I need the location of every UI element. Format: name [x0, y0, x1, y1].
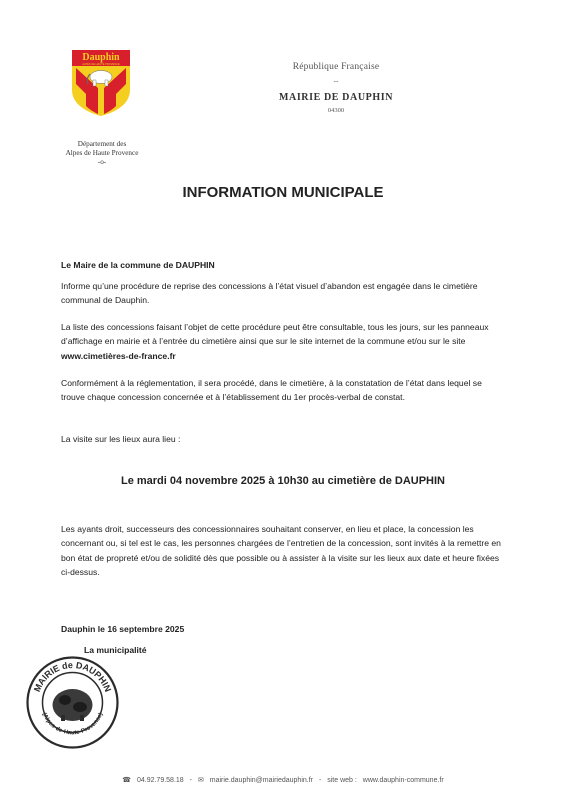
- crest-subtitle: ALPES DE HAUTE PROVENCE: [82, 63, 120, 66]
- footer: [0, 776, 566, 784]
- cimetieres-link[interactable]: www.cimetières-de-france.fr: [61, 350, 176, 361]
- addressee: Le Maire de la commune de DAUPHIN: [61, 260, 215, 270]
- postcode: 04300: [327, 107, 345, 114]
- date-line: Dauphin le 16 septembre 2025: [61, 624, 185, 634]
- stamp-bottom-text: (Alpes-de-Haute-Provence): [40, 711, 105, 737]
- crest-title: Dauphin: [82, 52, 120, 63]
- department-line-3: -o-: [97, 158, 107, 166]
- event-announcement: Le mardi 04 novembre 2025 à 10h30 au cimetière de DAUPHIN: [120, 475, 446, 487]
- paragraph-1: Informe qu’une procédure de reprise des concessions à l’état visuel d’abandon est engagée dans le cimetière communal de Dauphin.: [61, 281, 478, 306]
- footer-site[interactable]: www.dauphin-commune.fr: [362, 777, 444, 784]
- page-title: INFORMATION MUNICIPALE: [182, 184, 384, 201]
- paragraph-5: Les ayants droit, successeurs des concessionnaires souhaitant conserver, en lieu et place, la concession les concernant ou, si tel est le cas, les personnes chargées de l’entretien de la concession, sont invités à la remettre en bon état de propreté et/ou de solidité dès que possible ou à assister à la visite sur les lieux aux date et heure fixées ci-dessus.: [61, 524, 501, 578]
- footer-separator-1: -: [189, 777, 192, 784]
- department-line-2: Alpes de Haute Provence: [65, 149, 139, 157]
- footer-phone: 04.92.79.58.18: [136, 777, 184, 784]
- stamp-top-text: MAIRIE de DAUPHIN: [31, 659, 114, 694]
- paragraph-2-text: La liste des concessions faisant l’objet de cette procédure peut être consultable, tous les jours, sur les panneaux d’affichage en mairie et à l’entrée du cimetière ainsi que sur le site internet de la commune et/ou sur le site: [61, 322, 489, 347]
- footer-site-label: site web :: [327, 777, 357, 784]
- footer-separator-2: -: [318, 777, 322, 784]
- mairie-heading: MAIRIE DE DAUPHIN: [278, 92, 394, 103]
- republic-heading: République Française: [292, 62, 380, 72]
- signature-label: La municipalité: [84, 645, 147, 655]
- paragraph-3: Conformément à la réglementation, il sera procédé, dans le cimetière, à la constatation de l’état dans lequel se trouve chaque concession concernée et à l’établissement du 1er procès-verbal de constat.: [61, 378, 482, 403]
- department-block: [52, 140, 152, 167]
- republic-separator: --: [333, 77, 339, 85]
- footer-email[interactable]: mairie.dauphin@mairiedauphin.fr: [209, 777, 313, 784]
- official-stamp: [25, 655, 120, 750]
- paragraph-2: [61, 320, 501, 363]
- department-line-1: Département des: [77, 140, 127, 148]
- phone-icon: ☎: [122, 777, 132, 784]
- paragraph-4: La visite sur les lieux aura lieu :: [61, 434, 181, 444]
- coat-of-arms-logo: [72, 50, 130, 116]
- email-icon: ✉: [197, 777, 204, 784]
